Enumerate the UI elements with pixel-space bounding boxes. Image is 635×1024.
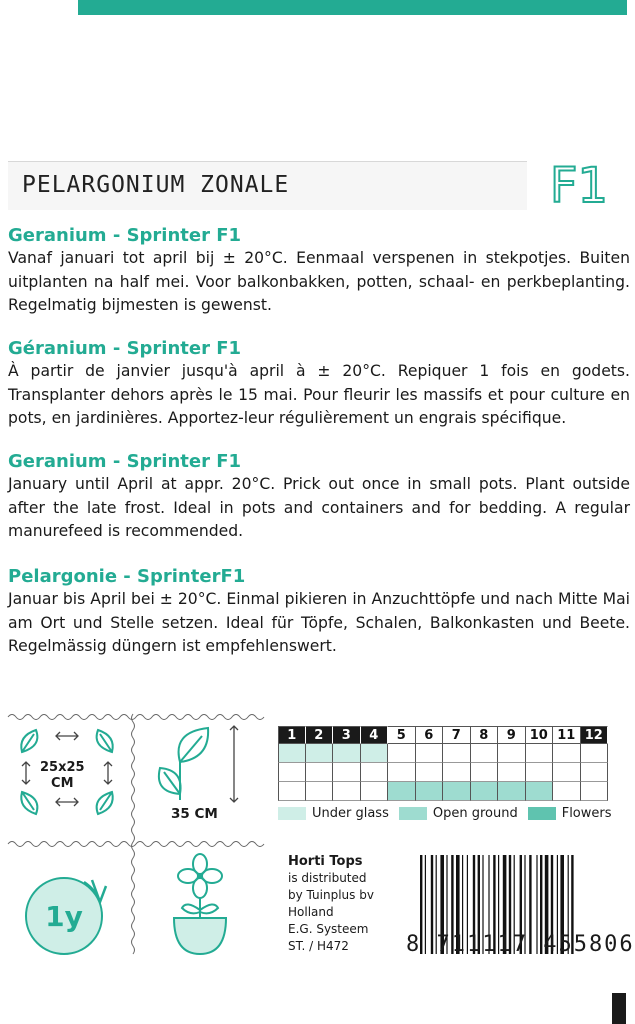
section-title: Géranium - Sprinter F1	[8, 338, 242, 359]
height-label: 35 CM	[171, 806, 218, 822]
month-5: 5	[388, 726, 416, 744]
calendar-cell-spacer-3	[333, 763, 361, 782]
legend-label: Open ground	[432, 806, 518, 821]
lifecycle-icon	[16, 864, 116, 964]
swatch-open-ground	[399, 807, 427, 820]
calendar-cell-spacer-6	[416, 763, 444, 782]
month-8: 8	[471, 726, 499, 744]
month-6: 6	[416, 726, 444, 744]
distributor-line: ST. / H472	[288, 939, 349, 953]
variety-banner	[8, 161, 527, 210]
month-2: 2	[306, 726, 334, 744]
f1-badge-text: F1	[549, 158, 609, 214]
calendar-cell-open-ground-11	[553, 782, 581, 801]
calendar-cell-spacer-4	[361, 763, 389, 782]
calendar-cell-under-glass-10	[526, 744, 554, 763]
month-9: 9	[498, 726, 526, 744]
calendar-row	[278, 763, 608, 782]
legend-open-ground	[399, 806, 518, 821]
calendar-cell-spacer-8	[471, 763, 499, 782]
calendar-cell-spacer-11	[553, 763, 581, 782]
legend-under-glass	[278, 806, 389, 821]
calendar-cell-spacer-12	[581, 763, 609, 782]
distributor-line: by Tuinplus bv	[288, 888, 374, 902]
section-title: Pelargonie - SprinterF1	[8, 566, 246, 587]
calendar-cell-spacer-1	[278, 763, 306, 782]
calendar-cell-under-glass-8	[471, 744, 499, 763]
calendar-cell-open-ground-10	[526, 782, 554, 801]
swatch-flowers	[528, 807, 556, 820]
calendar-row	[278, 744, 608, 763]
month-7: 7	[443, 726, 471, 744]
calendar-cell-under-glass-9	[498, 744, 526, 763]
calendar-cell-spacer-5	[388, 763, 416, 782]
calendar-cell-open-ground-5	[388, 782, 416, 801]
month-10: 10	[526, 726, 554, 744]
section-french	[8, 338, 630, 431]
vertical-divider	[130, 714, 136, 954]
f1-badge	[549, 158, 609, 214]
section-german	[8, 566, 630, 659]
flower-center-icon	[196, 872, 204, 880]
section-dutch	[8, 225, 630, 318]
calendar-cell-spacer-2	[306, 763, 334, 782]
calendar-cell-open-ground-9	[498, 782, 526, 801]
section-title: Geranium - Sprinter F1	[8, 225, 242, 246]
calendar-cell-under-glass-2	[306, 744, 334, 763]
potted-plant-icon	[160, 850, 240, 960]
calendar-cell-open-ground-12	[581, 782, 609, 801]
variety-name: PELARGONIUM ZONALE	[22, 172, 290, 198]
month-4: 4	[361, 726, 389, 744]
distributor-brand: Horti Tops	[288, 854, 363, 869]
wavy-divider	[8, 839, 270, 849]
calendar-cell-open-ground-1	[278, 782, 306, 801]
month-11: 11	[553, 726, 581, 744]
section-title: Geranium - Sprinter F1	[8, 451, 242, 472]
calendar-header	[278, 726, 608, 744]
section-english	[8, 451, 630, 544]
calendar-cell-under-glass-7	[443, 744, 471, 763]
calendar-cell-under-glass-12	[581, 744, 609, 763]
calendar-cell-spacer-10	[526, 763, 554, 782]
section-body: Januar bis April bei ± 20°C. Einmal pikieren in Anzuchttöpfe und nach Mitte Mai am Ort und Stelle setzen. Ideal für Töpfe, Schalen, Balkonkasten und Beete. Regelmässig düngern ist empfehlenswert.	[8, 590, 630, 656]
month-12: 12	[581, 726, 609, 744]
calendar-cell-under-glass-3	[333, 744, 361, 763]
calendar-cell-spacer-9	[498, 763, 526, 782]
calendar-cell-open-ground-2	[306, 782, 334, 801]
calendar-cell-under-glass-4	[361, 744, 389, 763]
swatch-under-glass	[278, 807, 306, 820]
calendar-row	[278, 782, 608, 801]
calendar-cell-under-glass-5	[388, 744, 416, 763]
barcode-digits: 8 711117 455806	[406, 932, 635, 957]
distributor-info	[288, 853, 374, 955]
spacing-label	[40, 760, 85, 792]
calendar-cell-under-glass-1	[278, 744, 306, 763]
calendar-legend	[278, 806, 622, 821]
calendar-cell-open-ground-4	[361, 782, 389, 801]
top-accent-bar	[78, 0, 627, 15]
section-body: January until April at appr. 20°C. Prick out once in small pots. Plant outside after the late frost. Ideal in pots and containers and for bedding. A regular manurefeed is recommended.	[8, 475, 630, 541]
distributor-line: Holland	[288, 905, 334, 919]
calendar-cell-open-ground-6	[416, 782, 444, 801]
spacing-unit: CM	[51, 776, 74, 791]
spacing-value: 25x25	[40, 760, 85, 775]
legend-flowers	[528, 806, 612, 821]
calendar-cell-under-glass-11	[553, 744, 581, 763]
calendar-cell-open-ground-3	[333, 782, 361, 801]
corner-mark	[612, 993, 626, 1024]
height-icon	[150, 722, 250, 807]
section-body: Vanaf januari tot april bij ± 20°C. Eenmaal verspenen in stekpotjes. Buiten uitplanten na half mei. Voor balkonbakken, potten, schaal- en perkbeplanting. Regelmatig bijmesten is gewenst.	[8, 249, 630, 315]
distributor-line: is distributed	[288, 871, 367, 885]
lifecycle-label: 1y	[45, 900, 83, 933]
calendar-cell-under-glass-6	[416, 744, 444, 763]
section-body: À partir de janvier jusqu'à april à ± 20°C. Repiquer 1 fois en godets. Transplanter dehors après le 15 mai. Pour fleurir les massifs et pour culture en pots, en jardinières. Apportez-leur régulièrement un engrais spécifique.	[8, 362, 630, 428]
month-1: 1	[278, 726, 306, 744]
calendar-cell-open-ground-7	[443, 782, 471, 801]
wavy-divider	[8, 712, 270, 722]
sowing-calendar	[278, 726, 608, 801]
distributor-line: E.G. Systeem	[288, 922, 369, 936]
calendar-cell-open-ground-8	[471, 782, 499, 801]
calendar-cell-spacer-7	[443, 763, 471, 782]
legend-label: Under glass	[312, 806, 389, 821]
legend-label: Flowers	[561, 806, 612, 821]
month-3: 3	[333, 726, 361, 744]
